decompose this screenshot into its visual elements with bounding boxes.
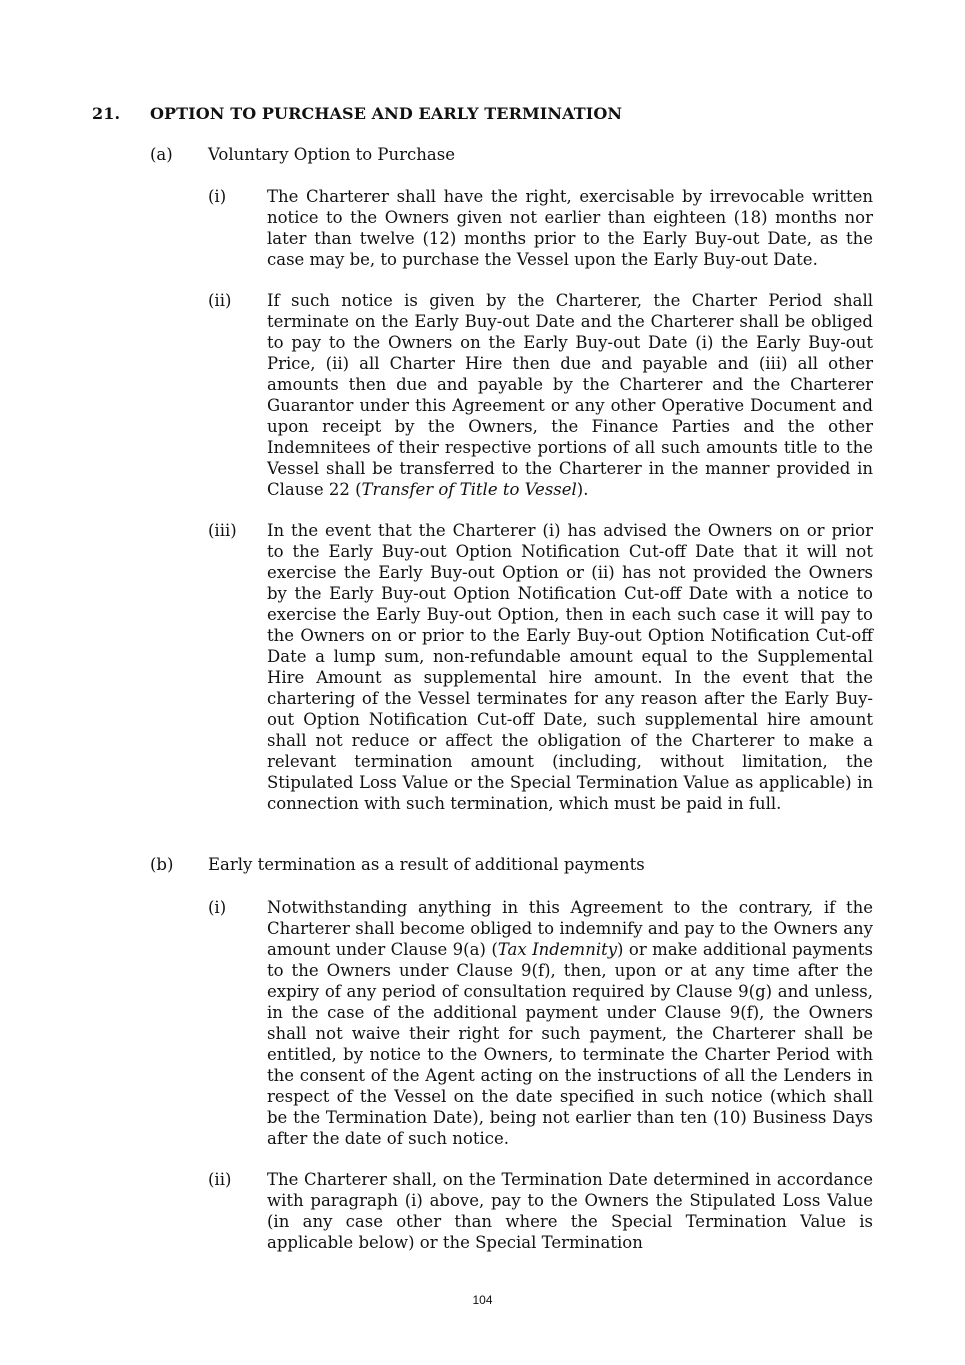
page-number: 104 (472, 1293, 493, 1307)
section-b-title: Early termination as a result of additional payments (208, 855, 645, 874)
item-label: (i) (208, 187, 227, 206)
item-text: The Charterer shall, on the Termination Date determined in accordance with paragraph (i) above, pay to the Owners the Stipulated Loss Value (in any case other than where the Special Termination Value is applicable below) or the Special Termination (267, 1170, 873, 1252)
section-a-item-iii (208, 520, 873, 814)
section-a-title: Voluntary Option to Purchase (208, 145, 455, 164)
item-text-italic: Transfer of Title to Vessel (361, 480, 577, 499)
item-text-italic: Tax Indemnity (497, 940, 618, 959)
item-text: In the event that the Charterer (i) has advised the Owners on or prior to the Early Buy-out Option Notification Cut-off Date that it will not exercise the Early Buy-out Option or (ii) has not provided the Owners by the Early Buy-out Option Notification Cut-off Date with a notice to exercise the Early Buy-out Option, then in each such case it will pay to the Owners on or prior to the Early Buy-out Option Notification Cut-off Date a lump sum, non-refundable amount equal to the Supplemental Hire Amount as supplemental hire amount. In the event that the chartering of the Vessel terminates for any reason after the Early Buy-out Option Notification Cut-off Date, such supplemental hire amount shall not reduce or affect the obligation of the Charterer to make a relevant termination amount (including, without limitation, the Stipulated Loss Value or the Special Termination Value as applicable) in connection with such termination, which must be paid in full. (267, 521, 873, 813)
item-text (267, 290, 873, 500)
item-text: The Charterer shall have the right, exercisable by irrevocable written notice to the Owners given not earlier than eighteen (18) months nor later than twelve (12) months prior to the Early Buy-out Date, as the case may be, to purchase the Vessel upon the Early Buy-out Date. (267, 187, 873, 269)
clause-title: OPTION TO PURCHASE AND EARLY TERMINATION (150, 104, 623, 123)
section-a-heading (150, 145, 455, 164)
item-label: (ii) (208, 291, 232, 310)
item-label: (i) (208, 898, 227, 917)
clause-heading (92, 104, 622, 123)
clause-number: 21. (92, 104, 121, 123)
section-a-label: (a) (150, 145, 173, 164)
item-text-before: Notwithstanding anything in this Agreement to the contrary, if the Charterer shall become obliged to indemnify and pay to the Owners any amount under Clause 9(a) ( (267, 898, 873, 959)
item-text-before: If such notice is given by the Charterer, the Charter Period shall terminate on the Early Buy-out Date and the Charterer shall be obliged to pay to the Owners on the Early Buy-out Date (i) the Early Buy-out Price, (ii) all Charter Hire then due and payable and (iii) all other amounts then due and payable by the Charterer and the Charterer Guarantor under this Agreement or any other Operative Document and upon receipt by the Owners, the Finance Parties and the other Indemnitees of their respective portions of all such amounts title to the Vessel shall be transferred to the Charterer in the manner provided in Clause 22 ( (267, 291, 873, 499)
section-b-item-ii (208, 1169, 873, 1253)
item-label: (iii) (208, 521, 237, 540)
section-b-item-i (208, 897, 873, 1149)
item-text (267, 897, 873, 1149)
item-text-after: ) or make additional payments to the Owners under Clause 9(f), then, upon or at any time after the expiry of any period of consultation required by Clause 9(g) and unless, in the case of the additional payment under Clause 9(f), the Owners shall not waive their right for such payment, the Charterer shall be entitled, by notice to the Owners, to terminate the Charter Period with the consent of the Agent acting on the instructions of all the Lenders in respect of the Vessel on the date specified in such notice (which shall be the Termination Date), being not earlier than ten (10) Business Days after the date of such notice. (267, 940, 873, 1148)
section-a-item-i (208, 186, 873, 270)
section-b-label: (b) (150, 855, 174, 874)
section-b-heading (150, 855, 645, 874)
section-a-item-ii (208, 290, 873, 500)
item-text-after: ). (576, 480, 589, 499)
item-label: (ii) (208, 1170, 232, 1189)
